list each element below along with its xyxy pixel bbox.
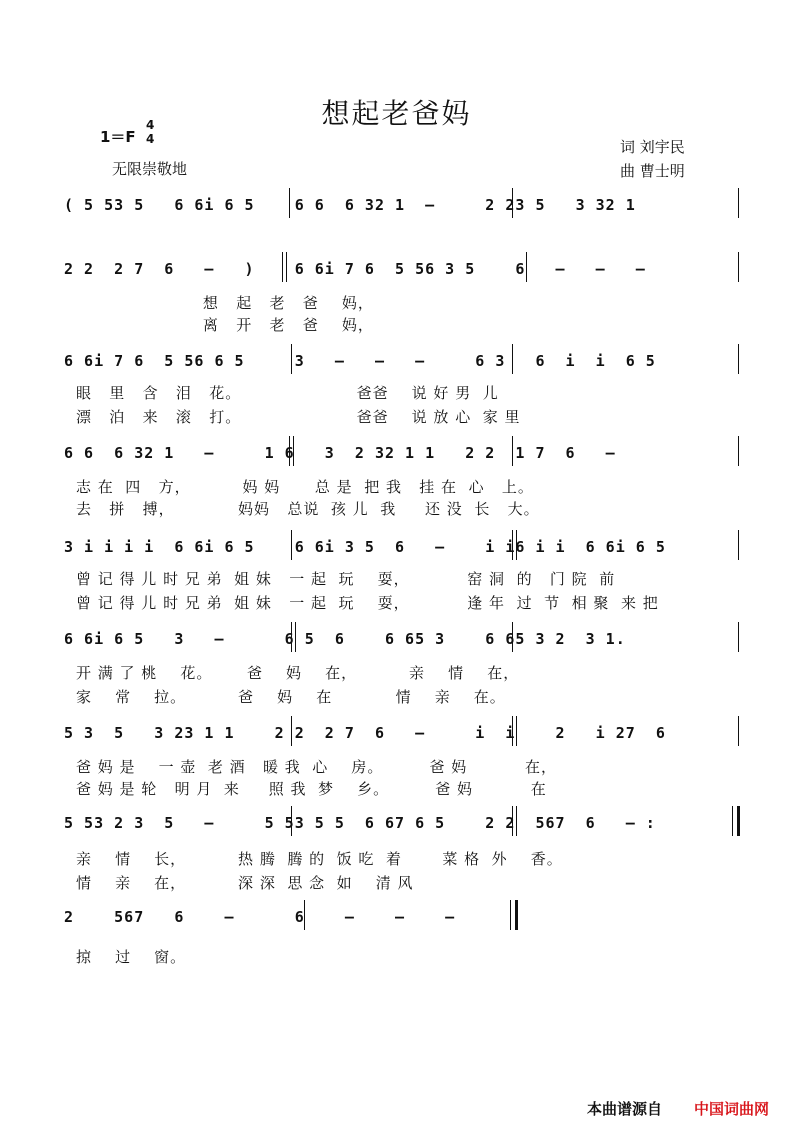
barline (738, 344, 739, 374)
barline (289, 188, 290, 218)
lyric-line: 曾 记 得 儿 时 兄 弟 姐 妹 一 起 玩 耍， 逢 年 过 节 相 聚 来 把 (76, 594, 659, 612)
notes: 5 3 5 3 23 1 1 2 2 2 7 6 – i i 2 i 27 6 (64, 724, 666, 742)
barline (289, 436, 294, 466)
notes: 5 53 2 3 5 – 5 53 5 5 6 67 6 5 2 2 567 6 – : (64, 814, 656, 832)
barline (738, 188, 739, 218)
source-label: 本曲谱源自 (587, 1100, 663, 1118)
barline (512, 622, 513, 652)
notes: 2 567 6 – 6 – – – (64, 908, 456, 926)
lyric-line: 亲 情 长， 热 腾 腾 的 饭 吃 着 菜 格 外 香。 (76, 850, 563, 868)
lyric-line: 情 亲 在， 深 深 思 念 如 清 风 (76, 874, 414, 892)
time-signature (146, 118, 154, 146)
lyric-line: 家 常 拉。 爸 妈 在 情 亲 在。 (76, 688, 506, 706)
tempo-marking: 无限崇敬地 (112, 160, 188, 178)
barline (526, 252, 527, 282)
lyric-line: 开 满 了 桃 花。 爸 妈 在， 亲 情 在， (76, 664, 520, 682)
notation-row (64, 900, 744, 936)
barline (738, 622, 739, 652)
notation-row (64, 436, 744, 472)
lyric-line: 离 开 老 爸 妈， (76, 316, 374, 334)
song-title: 想起老爸妈 (321, 97, 472, 130)
notation-row (64, 344, 744, 380)
barline (738, 252, 739, 282)
notation-row (64, 252, 744, 288)
barline (512, 188, 513, 218)
notes: 2 2 2 7 6 – ) 6 6i 7 6 5 56 3 5 6 – – – (64, 260, 646, 278)
barline (512, 344, 513, 374)
barline (304, 900, 305, 930)
barline (512, 530, 517, 560)
barline (282, 252, 287, 282)
composer-credit: 曲 曹士明 (620, 162, 685, 180)
lyric-line: 眼 里 含 泪 花。 爸爸 说 好 男 儿 (76, 384, 499, 402)
lyric-line: 去 拼 搏， 妈妈 总说 孩 儿 我 还 没 长 大。 (76, 500, 540, 518)
lyric-line: 志 在 四 方， 妈 妈 总 是 把 我 挂 在 心 上。 (76, 478, 534, 496)
site-name: 中国词曲网 (694, 1100, 770, 1118)
notes: 3 i i i i 6 6i 6 5 6 6i 3 5 6 – i i6 i i 6 6i 6 5 (64, 538, 666, 556)
notes: 6 6i 6 5 3 – 6 5 6 6 65 3 6 65 3 2 3 1. (64, 630, 626, 648)
barline (512, 436, 513, 466)
notation-row (64, 530, 744, 566)
lyric-line: 爸 妈 是 轮 明 月 来 照 我 梦 乡。 爸 妈 在 (76, 780, 547, 798)
barline (291, 344, 292, 374)
lyric-line: 漂 泊 来 滚 打。 爸爸 说 放 心 家 里 (76, 408, 521, 426)
meter-top: 4 (146, 118, 155, 132)
lyricist-credit: 词 刘宇民 (620, 138, 685, 156)
barline (738, 530, 739, 560)
notation-row (64, 188, 744, 224)
meter-bottom: 4 (146, 132, 155, 146)
notation-row (64, 716, 744, 752)
barline (291, 622, 296, 652)
final-barline (510, 900, 518, 930)
notes: 6 6i 7 6 5 56 6 5 3 – – – 6 3 6 i i 6 5 (64, 352, 656, 370)
lyric-line: 想 起 老 爸 妈， (76, 294, 374, 312)
barline (738, 436, 739, 466)
lyric-line: 曾 记 得 儿 时 兄 弟 姐 妹 一 起 玩 耍， 窑 洞 的 门 院 前 (76, 570, 616, 588)
barline (291, 716, 292, 746)
key-signature: 1＝F (100, 128, 136, 146)
lyric-line: 爸 妈 是 一 壶 老 酒 暖 我 心 房。 爸 妈 在， (76, 758, 557, 776)
notes: 6 6 6 32 1 – 1 6 3 2 32 1 1 2 2 1 7 6 – (64, 444, 616, 462)
lyric-line: 掠 过 窗。 (76, 948, 187, 966)
notation-row (64, 622, 744, 658)
barline (512, 806, 517, 836)
notation-row (64, 806, 744, 842)
barline (512, 716, 517, 746)
barline (738, 716, 739, 746)
barline (291, 530, 292, 560)
notes: ( 5 53 5 6 6i 6 5 6 6 6 32 1 – 2 23 5 3 32 1 (64, 196, 636, 214)
repeat-end-barline (732, 806, 740, 836)
barline (291, 806, 292, 836)
